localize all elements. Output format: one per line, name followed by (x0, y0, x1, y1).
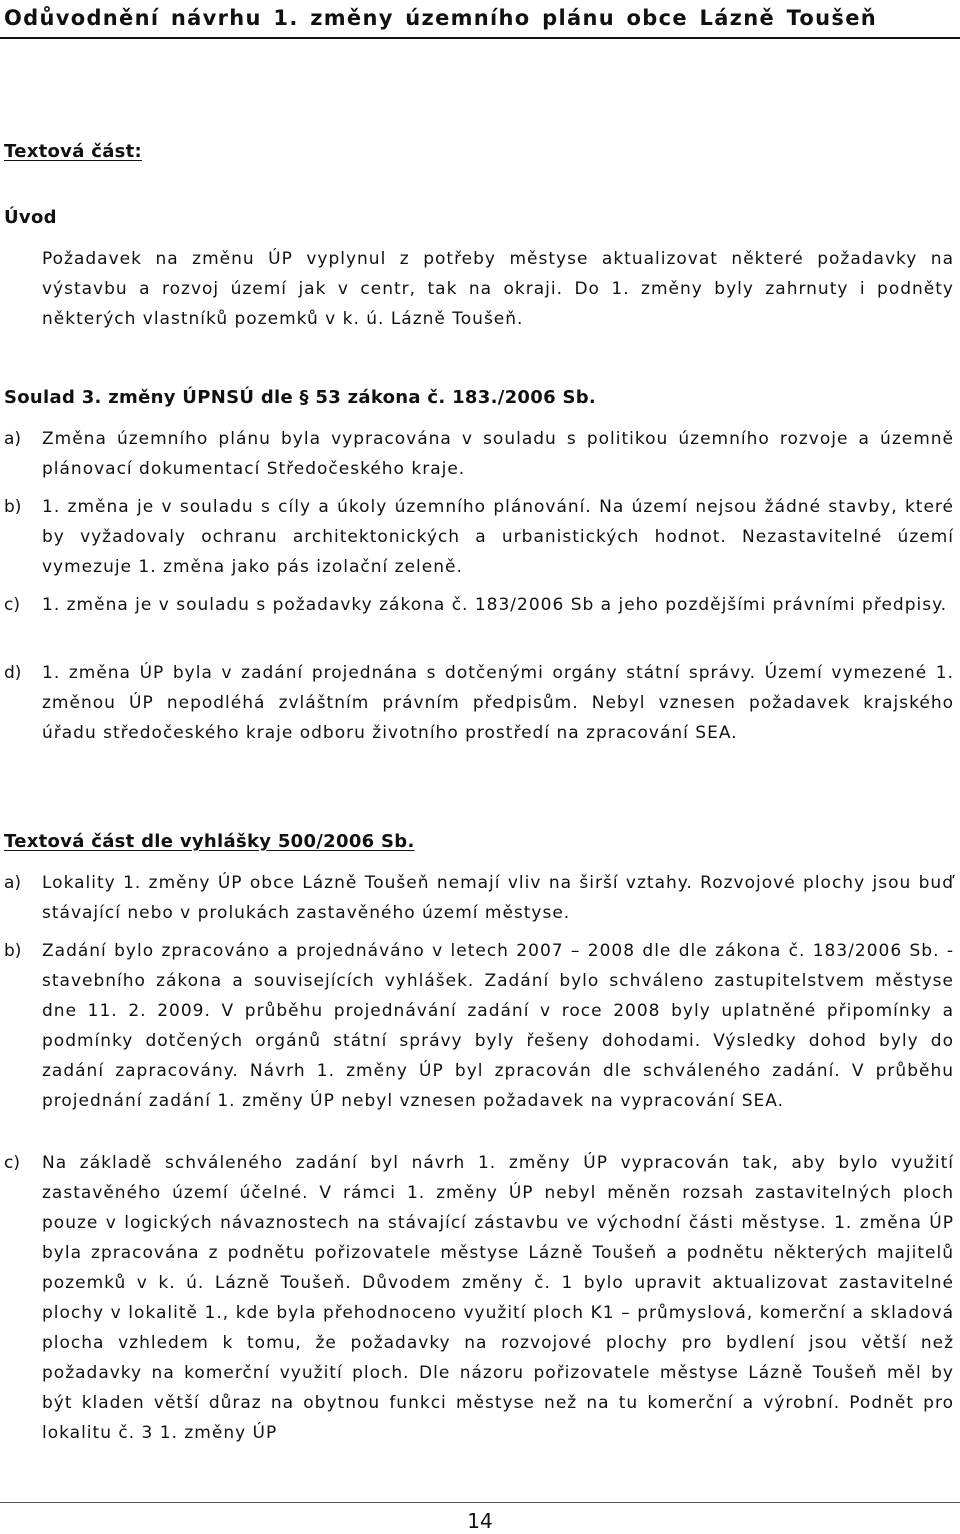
item-text: 1. změna je v souladu s cíly a úkoly územního plánování. Na území nejsou žádné stavby, které by vyžadovaly ochranu architektonických a urbanistických hodnot. Nezastavitelné území vymezuje 1. změna jako pás izolační zeleně. (42, 497, 954, 577)
title-divider (0, 37, 960, 39)
soulad-item-a (4, 424, 954, 484)
page-number: 14 (467, 1509, 493, 1533)
item-marker: a) (4, 429, 22, 449)
vyhlaska-item-b (4, 936, 954, 1116)
uvod-paragraph: Požadavek na změnu ÚP vyplynul z potřeby městyse aktualizovat některé požadavky na výstavbu a rozvoj území jak v centr, tak na okraji. Do 1. změny byly zahrnuty i podněty některých vlastníků pozemků v k. ú. Lázně Toušeň. (42, 249, 954, 329)
section-heading-uvod: Úvod (4, 207, 57, 228)
item-text: 1. změna ÚP byla v zadání projednána s dotčenými orgány státní správy. Území vymezené 1. změnou ÚP nepodléhá zvláštním právním předpisům. Nebyl vznesen požadavek krajského úřadu středočeského kraje odboru životního prostředí na zpracování SEA. (42, 663, 954, 743)
footer-divider (0, 1502, 960, 1503)
soulad-item-d (4, 658, 954, 748)
soulad-item-c (4, 590, 954, 620)
item-marker: a) (4, 873, 22, 893)
vyhlaska-item-a (4, 868, 954, 928)
item-marker: c) (4, 595, 20, 615)
item-text: Na základě schváleného zadání byl návrh 1. změny ÚP vypracován tak, aby bylo využití zastavěného území účelné. V rámci 1. změny ÚP nebyl měněn rozsah zastavitelných ploch pouze v logických návaznostech na stávající zástavbu ve východní části městyse. 1. změna ÚP byla zpracována z podnětu pořizovatele městyse Lázně Toušeň a podnětu některých majitelů pozemků v k. ú. Lázně Toušeň. Důvodem změny č. 1 bylo upravit aktualizovat zastavitelné plochy v lokalitě 1., kde byla přehodnoceno využití ploch K1 – průmyslová, komerční a skladová plocha vzhledem k tomu, že požadavky na rozvojové plochy pro bydlení jsou větší než požadavky na komerční využití ploch. Dle názoru pořizovatele městyse Lázně Toušeň měl by být kladen větší důraz na obytnou funkci městyse než na tu komerční a výrobní. Podnět pro lokalitu č. 3 1. změny ÚP (42, 1153, 954, 1443)
item-text: Lokality 1. změny ÚP obce Lázně Toušeň nemají vliv na širší vztahy. Rozvojové plochy jsou buď stávající nebo v prolukách zastavěného území městyse. (42, 873, 954, 923)
item-text: Zadání bylo zpracováno a projednáváno v letech 2007 – 2008 dle dle zákona č. 183/2006 Sb. - stavebního zákona a souvisejících vyhlášek. Zadání bylo schváleno zastupitelstvem městyse dne 11. 2. 2009. V průběhu projednávání zadání v roce 2008 byly uplatněné připomínky a podmínky dotčených orgánů státní správy byly řešeny dohodami. Výsledky dohod byly do zadání zapracovány. Návrh 1. změny ÚP byl zpracován dle schváleného zadání. V průběhu projednání zadání 1. změny ÚP nebyl vznesen požadavek na vypracování SEA. (42, 941, 954, 1111)
item-marker: c) (4, 1153, 20, 1173)
item-text: Změna územního plánu byla vypracována v souladu s politikou územního rozvoje a územně plánovací dokumentací Středočeského kraje. (42, 429, 954, 479)
section-heading-vyhlaska: Textová část dle vyhlášky 500/2006 Sb. (4, 831, 415, 852)
document-title: Odůvodnění návrhu 1. změny územního plánu obce Lázně Toušeň (4, 6, 878, 30)
item-marker: b) (4, 497, 22, 517)
section-heading-soulad: Soulad 3. změny ÚPNSÚ dle § 53 zákona č. 183./2006 Sb. (4, 387, 597, 408)
item-marker: d) (4, 663, 22, 683)
item-marker: b) (4, 941, 22, 961)
item-text: 1. změna je v souladu s požadavky zákona č. 183/2006 Sb a jeho pozdějšími právními předpisy. (42, 595, 948, 615)
vyhlaska-item-c (4, 1148, 954, 1448)
section-heading-textova-cast: Textová část: (4, 141, 143, 162)
soulad-item-b (4, 492, 954, 582)
